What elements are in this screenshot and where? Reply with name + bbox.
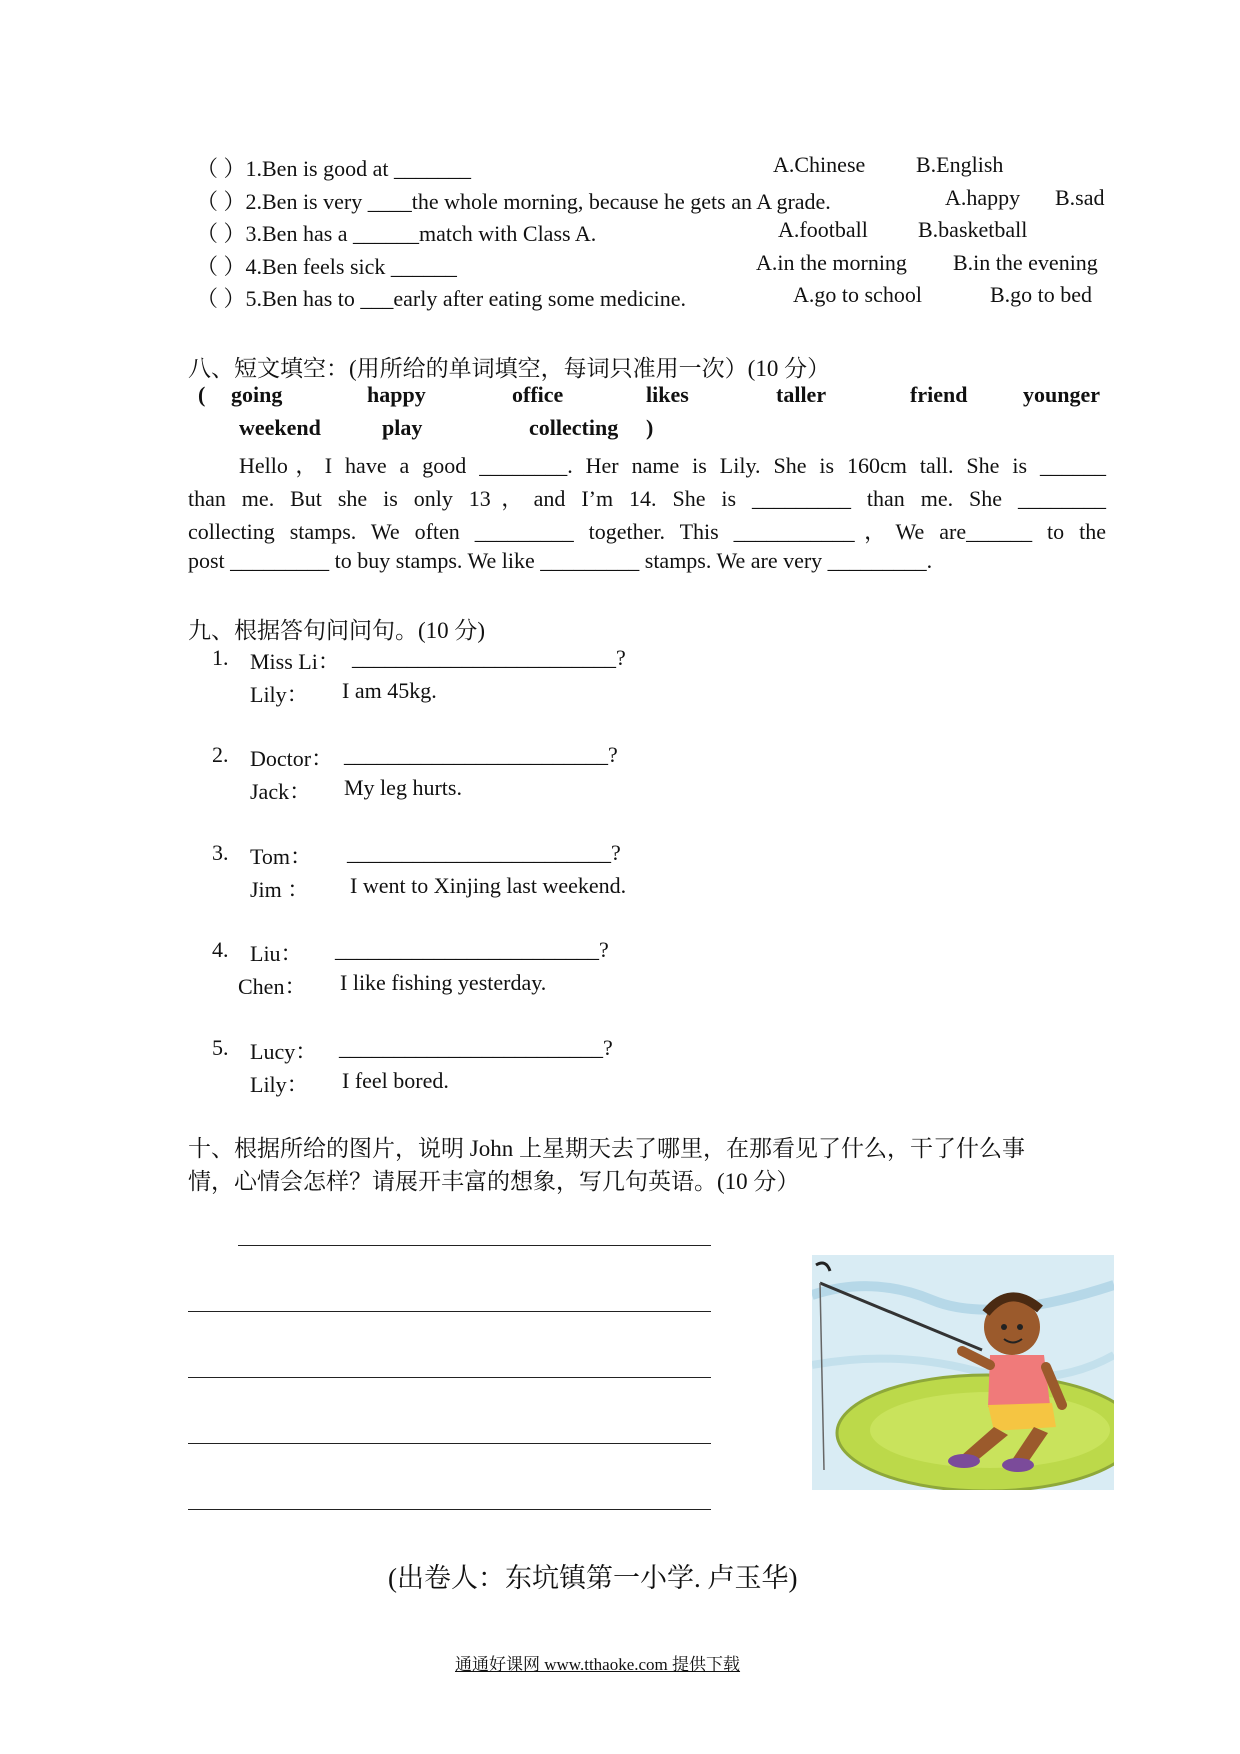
writing-line[interactable]: [188, 1311, 711, 1312]
dialog-speaker: Doctor：: [250, 746, 334, 771]
choice-option-b-1: B.English: [916, 152, 1004, 177]
dialog-question-blank: ________________________?: [339, 1035, 613, 1060]
choice-option-b-4: B.in the evening: [953, 250, 1098, 275]
dialog-speaker: Lily：: [250, 682, 309, 707]
dialog-speaker: Jim ：: [250, 877, 310, 902]
dialog-number: 2.: [212, 742, 229, 767]
dialog-question-blank: ________________________?: [352, 645, 626, 670]
section-10-heading-line-2: 情，心情会怎样？请展开丰富的想象，写几句英语。(10 分）: [188, 1169, 800, 1194]
word-bank-word: office: [512, 382, 564, 407]
dialog-speaker: Jack：: [250, 779, 312, 804]
dialog-speaker: Lucy：: [250, 1039, 318, 1064]
choice-question-1: （ ）1.Ben is good at _______: [196, 156, 471, 181]
dialog-question-blank: ________________________?: [347, 840, 621, 865]
writing-line[interactable]: [188, 1377, 711, 1378]
dialog-answer: I feel bored.: [342, 1068, 449, 1093]
dialog-speaker: Liu：: [250, 941, 303, 966]
dialog-answer: I went to Xinjing last weekend.: [350, 873, 627, 898]
footer-download-link[interactable]: 通通好课网 www.tthaoke.com 提供下载: [455, 1655, 741, 1674]
dialog-answer: My leg hurts.: [344, 775, 462, 800]
cloze-line-3: collecting stamps. We often _________ together. This ___________，We are______ to the: [188, 519, 1106, 544]
word-bank-word: collecting: [529, 415, 619, 440]
choice-option-a-5: A.go to school: [793, 282, 922, 307]
choice-option-a-3: A.football: [778, 217, 868, 242]
cloze-line-2: than me. But she is only 13，and I’m 14. She is _________ than me. She ________: [188, 486, 1106, 511]
word-bank-word: play: [382, 415, 423, 440]
word-bank-word: younger: [1023, 382, 1100, 407]
word-bank-word: taller: [776, 382, 827, 407]
dialog-question-blank: ________________________?: [344, 742, 618, 767]
dialog-number: 3.: [212, 840, 229, 865]
word-bank-close-paren: ): [646, 415, 654, 440]
writing-line[interactable]: [188, 1443, 711, 1444]
choice-option-b-3: B.basketball: [918, 217, 1028, 242]
section-8-heading: 八、短文填空：(用所给的单词填空，每词只准用一次）(10 分）: [188, 356, 831, 381]
word-bank-word: happy: [367, 382, 426, 407]
dialog-number: 5.: [212, 1035, 229, 1060]
dialog-number: 1.: [212, 645, 229, 670]
cloze-line-4: post _________ to buy stamps. We like _________ stamps. We are very _________.: [188, 548, 933, 573]
dialog-speaker: Lily：: [250, 1072, 309, 1097]
word-bank-word: weekend: [239, 415, 321, 440]
word-bank-word: likes: [646, 382, 689, 407]
choice-option-a-1: A.Chinese: [773, 152, 866, 177]
choice-question-2: （ ）2.Ben is very ____the whole morning, because he gets an A grade.: [196, 189, 831, 214]
choice-question-5: （ ）5.Ben has to ___early after eating some medicine.: [196, 286, 686, 311]
word-bank-open-paren: (: [198, 382, 206, 407]
dialog-speaker: Tom：: [250, 844, 313, 869]
section-9-heading: 九、根据答句问问句。(10 分): [188, 618, 486, 643]
writing-line[interactable]: [238, 1245, 711, 1246]
choice-option-b-2: B.sad: [1055, 185, 1105, 210]
boy-fishing-illustration: [812, 1255, 1114, 1490]
choice-option-b-5: B.go to bed: [990, 282, 1093, 307]
dialog-speaker: Miss Li：: [250, 649, 340, 674]
writing-line[interactable]: [188, 1509, 711, 1510]
choice-option-a-2: A.happy: [945, 185, 1021, 210]
choice-question-4: （ ）4.Ben feels sick ______: [196, 254, 457, 279]
dialog-speaker: Chen：: [238, 974, 307, 999]
dialog-answer: I am 45kg.: [342, 678, 437, 703]
dialog-number: 4.: [212, 937, 229, 962]
choice-question-3: （ ）3.Ben has a ______match with Class A.: [196, 221, 597, 246]
dialog-question-blank: ________________________?: [335, 937, 609, 962]
word-bank-word: friend: [910, 382, 968, 407]
exam-author-signature: (出卷人：东坑镇第一小学. 卢玉华): [388, 1563, 798, 1593]
choice-option-a-4: A.in the morning: [756, 250, 907, 275]
section-10-heading-line-1: 十、根据所给的图片，说明 John 上星期天去了哪里，在那看见了什么，干了什么事: [188, 1136, 1025, 1161]
cloze-line-1: Hello，I have a good ________. Her name is Lily. She is 160cm tall. She is ______: [239, 453, 1106, 478]
word-bank-word: going: [231, 382, 283, 407]
dialog-answer: I like fishing yesterday.: [340, 970, 547, 995]
